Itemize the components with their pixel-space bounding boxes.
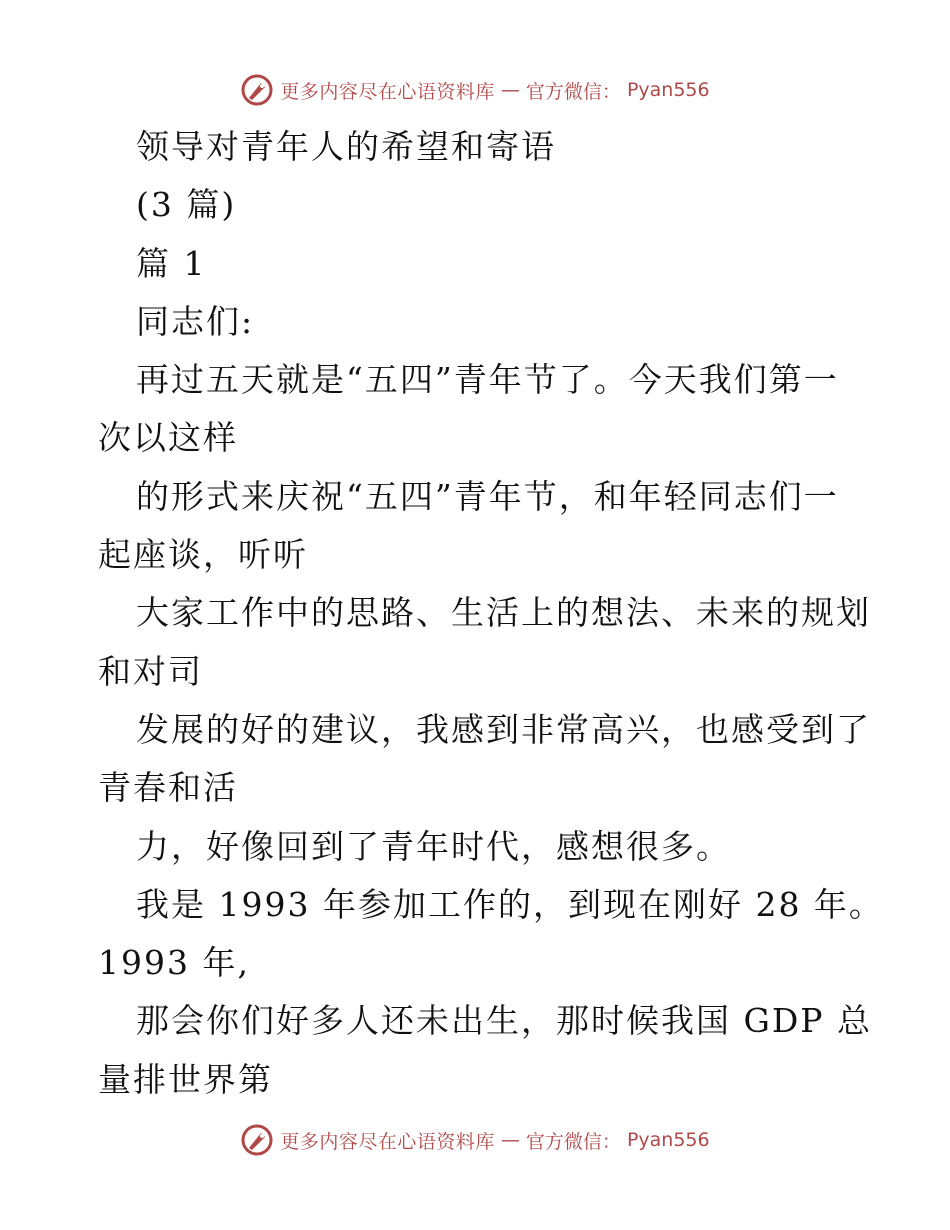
document-line: 力，好像回到了青年时代，感想很多。 — [136, 826, 731, 866]
document-line: 起座谈，听听 — [98, 535, 308, 575]
watermark-wechat-id: Pyan556 — [626, 79, 710, 101]
document-line: 量排世界第 — [98, 1059, 273, 1099]
document-line: 的形式来庆祝“五四”青年节，和年轻同志们一 — [136, 476, 839, 516]
document-line: 1993 年, — [98, 943, 250, 983]
watermark-site-text: 更多内容尽在心语资料库 — [280, 1130, 495, 1153]
pen-nib-logo-icon — [240, 73, 274, 107]
watermark-site-text: 更多内容尽在心语资料库 — [280, 80, 495, 103]
document-body — [98, 118, 884, 1109]
document-line: 领导对青年人的希望和寄语 — [136, 127, 556, 166]
watermark-separator: — — [500, 1129, 520, 1151]
document-line: (3 篇) — [136, 185, 237, 225]
document-line: 篇 1 — [136, 243, 207, 283]
document-line: 大家工作中的思路、生活上的想法、未来的规划 — [136, 593, 871, 633]
document-line: 再过五天就是“五四”青年节了。今天我们第一 — [136, 360, 839, 400]
watermark-separator: — — [500, 79, 520, 101]
watermark-wechat-label: 官方微信： — [525, 1130, 621, 1153]
watermark-wechat-label: 官方微信： — [525, 80, 621, 103]
document-line: 青春和活 — [98, 768, 238, 808]
header-watermark — [0, 70, 950, 110]
document-line: 那会你们好多人还未出生，那时候我国 GDP 总 — [136, 1001, 873, 1041]
document-line: 同志们: — [136, 301, 255, 341]
pen-nib-logo-icon — [240, 1123, 274, 1157]
document-line: 和对司 — [98, 651, 203, 691]
watermark-wechat-id: Pyan556 — [626, 1129, 710, 1151]
document-line: 次以这样 — [98, 418, 238, 458]
footer-watermark — [0, 1120, 950, 1160]
document-line: 我是 1993 年参加工作的，到现在刚好 28 年。 — [136, 884, 884, 924]
document-line: 发展的好的建议，我感到非常高兴，也感受到了 — [136, 709, 871, 749]
